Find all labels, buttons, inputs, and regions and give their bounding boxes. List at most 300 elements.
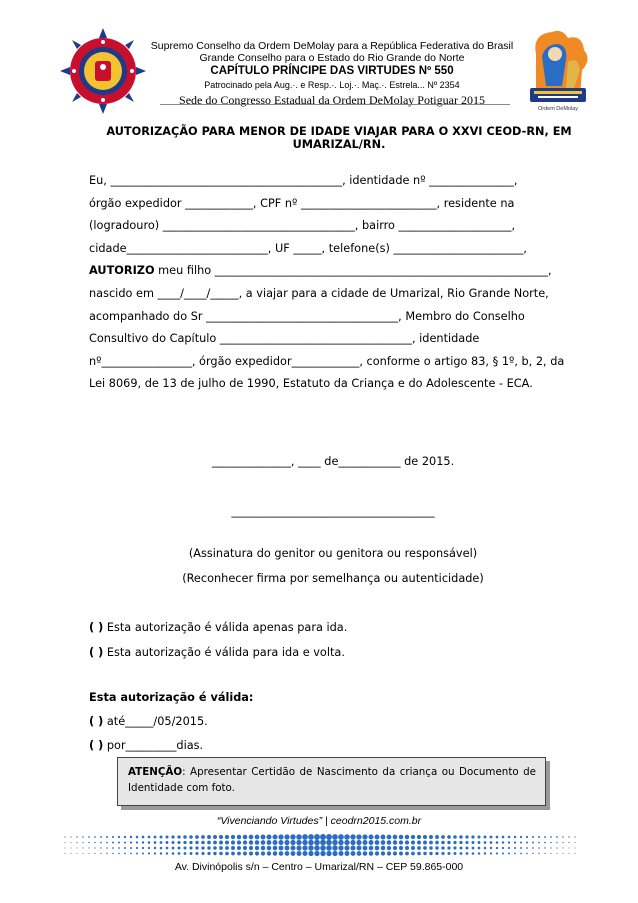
footer-dot xyxy=(484,852,486,854)
footer-dot xyxy=(177,841,180,844)
footer-dot xyxy=(532,847,534,849)
footer-dot xyxy=(514,853,516,855)
option-ida xyxy=(89,621,347,634)
footer-dot xyxy=(290,834,295,839)
footer-dot xyxy=(459,841,462,844)
footer-dot xyxy=(82,842,83,843)
footer-dot xyxy=(569,853,570,854)
footer-dot xyxy=(520,836,522,838)
footer-dot xyxy=(471,835,474,838)
footer-dot xyxy=(502,836,505,839)
footer-dot xyxy=(177,835,180,838)
footer-dot xyxy=(249,840,253,844)
signature-line: ____________________________________ xyxy=(231,505,435,518)
footer-dot xyxy=(550,847,551,848)
footer-dot xyxy=(538,853,539,854)
footer-dot xyxy=(285,851,290,856)
footer-dot xyxy=(423,846,427,850)
footer-dot xyxy=(332,845,337,850)
option-ida-volta-label: Esta autorização é válida para ida e volta. xyxy=(106,646,345,659)
footer-dot xyxy=(190,852,193,855)
footer-dot xyxy=(362,834,367,839)
footer-dot xyxy=(154,841,157,844)
footer-dot xyxy=(550,836,552,838)
footer-dot xyxy=(279,846,284,851)
footer-dot xyxy=(441,841,445,845)
footer-dot xyxy=(393,835,398,840)
form-line xyxy=(89,260,577,283)
footer-tagline: “Vivenciando Virtudes” | ceodrn2015.com.br xyxy=(216,815,422,827)
footer-dot xyxy=(484,841,487,844)
footer-dot xyxy=(320,834,326,840)
form-line: acompanhado do Sr __________________________________, Membro do Conselho xyxy=(89,309,525,323)
footer-dot xyxy=(249,851,253,855)
footer-dot xyxy=(338,851,343,856)
checkbox-ida-volta[interactable]: ( ) xyxy=(89,646,104,659)
footer-dot xyxy=(502,852,504,854)
footer-dot xyxy=(490,847,492,849)
footer-dot xyxy=(261,851,265,855)
validity-heading xyxy=(89,691,253,704)
footer-dot xyxy=(112,853,113,854)
footer-dot xyxy=(332,851,337,856)
footer-dot xyxy=(314,851,319,856)
footer-dot xyxy=(393,851,397,855)
footer-dot xyxy=(575,853,576,854)
footer-dot xyxy=(344,840,349,845)
footer-dot xyxy=(213,835,217,839)
congress-seat: Sede do Congresso Estadual da Ordem DeMolay Potiguar 2015 xyxy=(179,93,485,107)
footer-dot xyxy=(278,834,283,839)
footer-dot xyxy=(183,846,186,849)
footer-dot xyxy=(496,836,499,839)
footer-dot xyxy=(381,846,385,850)
footer-dot xyxy=(65,853,66,854)
footer-dot xyxy=(124,841,126,843)
footer-dot xyxy=(508,841,510,843)
footer-dot xyxy=(183,841,186,844)
footer-dot xyxy=(532,853,533,854)
footer-dot xyxy=(189,846,192,849)
footer-dot xyxy=(290,840,295,845)
footer-dot xyxy=(405,840,409,844)
footer-dot xyxy=(225,835,229,839)
footer-dot xyxy=(219,846,223,850)
footer-dot xyxy=(326,845,331,850)
form-line: (logradouro) __________________________________, bairro ____________________, xyxy=(89,219,516,233)
footer-dot xyxy=(166,841,169,844)
footer-dot xyxy=(562,836,564,838)
footer-dot xyxy=(148,852,150,854)
footer-dot xyxy=(544,842,546,844)
footer-dot xyxy=(369,846,374,851)
form-line: Consultivo do Capítulo __________________________________, identidade xyxy=(89,332,480,346)
footer-dot xyxy=(207,841,211,845)
footer-dot xyxy=(148,847,150,849)
footer-dot xyxy=(332,834,338,840)
footer-dot xyxy=(387,851,391,855)
footer-dot xyxy=(201,841,205,845)
footer-dot xyxy=(290,845,295,850)
header-divider xyxy=(160,104,510,105)
footer-dot xyxy=(278,840,283,845)
footer-dot xyxy=(574,842,575,843)
header-line-2: Grande Conselho para o Estado do Rio Grande do Norte xyxy=(199,52,465,64)
footer-dot xyxy=(405,835,409,839)
footer-dot xyxy=(556,847,557,848)
footer-dot xyxy=(284,834,289,839)
footer-dot xyxy=(435,841,439,845)
footer-dot xyxy=(538,836,540,838)
footer-dot xyxy=(478,847,481,850)
footer-dot xyxy=(142,841,144,843)
footer-dot xyxy=(532,836,534,838)
footer-dot xyxy=(272,834,277,839)
footer-dot xyxy=(166,852,168,854)
footer-dot xyxy=(344,845,349,850)
option-ate-label: até_____/05/2015. xyxy=(106,715,208,728)
footer-dot xyxy=(454,852,457,855)
demolay-seal-icon xyxy=(60,28,146,114)
footer-dot xyxy=(526,836,528,838)
footer-dot xyxy=(296,845,301,850)
checkbox-ida[interactable]: ( ) xyxy=(89,621,104,634)
footer-dot xyxy=(399,852,403,856)
footer-dot xyxy=(435,852,438,855)
footer-dot xyxy=(118,853,120,855)
footer-dot xyxy=(249,846,253,850)
footer-dot xyxy=(297,851,302,856)
footer-dot xyxy=(195,852,198,855)
date-line: ______________, ____ de___________ de 2015. xyxy=(211,455,455,468)
footer-dot xyxy=(405,846,409,850)
footer-dot xyxy=(472,852,475,855)
checkbox-por[interactable]: ( ) xyxy=(89,739,104,752)
footer-dot xyxy=(231,835,235,839)
footer-dot xyxy=(160,836,163,839)
form-line: cidade_________________________, UF _____, telefone(s) _______________________, xyxy=(89,241,528,255)
footer-dot xyxy=(178,852,181,855)
footer-dot xyxy=(76,836,77,837)
footer-dot xyxy=(423,835,427,839)
form-line: Lei 8069, de 13 de julho de 1990, Estatuto da Criança e do Adolescente - ECA. xyxy=(89,377,533,391)
footer-dot xyxy=(142,847,144,849)
footer-dot xyxy=(261,835,266,840)
logo-caption: Ordem DeMolay xyxy=(537,106,579,112)
footer-dot xyxy=(237,835,241,839)
footer-dot xyxy=(568,847,569,848)
footer-dot xyxy=(231,846,235,850)
footer-dot xyxy=(502,847,504,849)
footer-dot xyxy=(243,846,247,850)
footer-dot xyxy=(106,842,108,844)
footer-dot xyxy=(472,847,475,850)
footer-dot xyxy=(213,841,217,845)
footer-dot xyxy=(568,842,569,843)
footer-dot xyxy=(130,853,132,855)
footer-dot xyxy=(243,840,247,844)
footer-dot xyxy=(255,840,260,845)
footer-dot xyxy=(423,841,427,845)
footer-dots-bar xyxy=(62,833,582,858)
footer-dot xyxy=(118,841,120,843)
footer-dot xyxy=(273,840,278,845)
footer-dot xyxy=(201,835,205,839)
footer-dot xyxy=(308,845,313,850)
footer-dot xyxy=(219,835,223,839)
footer-dot xyxy=(284,840,289,845)
footer-dot xyxy=(112,847,114,849)
footer-dot xyxy=(453,841,456,844)
footer-dot xyxy=(124,853,126,855)
option-ida-volta xyxy=(89,646,345,659)
footer-dot xyxy=(83,853,84,854)
footer-dot xyxy=(550,853,551,854)
footer-dot xyxy=(496,852,498,854)
footer-dot xyxy=(320,840,326,846)
footer-dot xyxy=(171,835,174,838)
footer-dot xyxy=(195,835,199,839)
footer-dot xyxy=(350,845,355,850)
footer-dot xyxy=(308,851,313,856)
footer-dot xyxy=(471,841,474,844)
footer-dot xyxy=(285,846,290,851)
autorizo-label: AUTORIZO xyxy=(89,264,155,278)
footer-dot xyxy=(267,846,272,851)
footer-dot xyxy=(237,846,241,850)
footer-dot xyxy=(243,852,247,856)
form-line-text: meu filho ___________________________________________________________, xyxy=(158,264,552,278)
footer-dot xyxy=(465,835,468,838)
footer-dot xyxy=(490,852,492,854)
footer-dot xyxy=(106,853,107,854)
footer-dot xyxy=(514,847,516,849)
footer-dot xyxy=(441,852,444,855)
letterhead xyxy=(0,0,638,115)
footer-dot xyxy=(207,852,210,855)
footer-dot xyxy=(562,847,563,848)
footer-dot xyxy=(526,841,528,843)
footer-dot xyxy=(183,835,186,838)
footer-dot xyxy=(88,836,90,838)
footer-dot xyxy=(326,834,332,840)
footer-dot xyxy=(88,842,89,843)
footer-dot xyxy=(393,840,397,844)
footer-dot xyxy=(136,853,138,855)
footer-dot xyxy=(154,852,156,854)
footer-address: Av. Divinópolis s/n – Centro – Umarizal/RN – CEP 59.865-000 xyxy=(174,861,464,873)
footer-dot xyxy=(71,848,72,849)
footer-dot xyxy=(447,841,450,844)
footer-dot xyxy=(387,846,391,850)
footer-dot xyxy=(82,847,83,848)
signature-caption: (Assinatura do genitor ou genitora ou responsável) xyxy=(188,547,478,560)
footer-dot xyxy=(514,836,516,838)
footer-dot xyxy=(154,836,157,839)
footer-dot xyxy=(441,835,445,839)
footer-dot xyxy=(574,836,575,837)
footer-dot xyxy=(375,840,380,845)
footer-dot xyxy=(350,840,355,845)
footer-dot xyxy=(490,841,493,844)
footer-dot xyxy=(363,851,368,856)
footer-dot xyxy=(423,852,427,856)
footer-dot xyxy=(429,852,432,855)
footer-dot xyxy=(484,836,487,839)
footer-dot xyxy=(387,835,392,840)
footer-dot xyxy=(172,852,175,855)
footer-dot xyxy=(279,851,284,856)
footer-dot xyxy=(496,847,498,849)
footer-dot xyxy=(302,834,308,840)
footer-dot xyxy=(520,853,522,855)
footer-dot xyxy=(326,840,332,846)
footer-dot xyxy=(526,853,528,855)
footer-dot xyxy=(88,847,89,848)
footer-dot xyxy=(369,851,374,856)
footer-dot xyxy=(332,840,338,846)
footer-dot xyxy=(477,835,480,838)
footer-dot xyxy=(308,840,314,846)
footer-dot xyxy=(459,835,462,838)
footer-dot xyxy=(478,841,481,844)
footer-dot xyxy=(76,842,77,843)
footer-dot xyxy=(160,847,163,850)
footer-dot xyxy=(411,846,415,850)
footer-dot xyxy=(100,836,102,838)
footer-dot xyxy=(368,834,373,839)
footer-dot xyxy=(142,852,144,854)
footer-dot xyxy=(171,841,174,844)
footer-dot xyxy=(189,841,192,844)
footer-dot xyxy=(201,852,204,855)
footer-dot xyxy=(429,841,433,845)
footer-dot xyxy=(237,852,241,856)
footer-dot xyxy=(136,836,139,839)
checkbox-ate[interactable]: ( ) xyxy=(89,715,104,728)
footer-dot xyxy=(136,841,138,843)
footer-dot xyxy=(255,851,259,855)
footer-dot xyxy=(411,840,415,844)
footer-dot xyxy=(160,841,163,844)
footer-dot xyxy=(375,846,380,851)
footer-dot xyxy=(447,852,450,855)
footer-dot xyxy=(441,846,444,849)
footer-dot xyxy=(77,853,78,854)
footer-dot xyxy=(484,847,487,850)
footer-dot xyxy=(362,840,367,845)
option-ida-label: Esta autorização é válida apenas para ida. xyxy=(106,621,348,634)
sponsor-line: Patrocinado pela Aug.·. e Resp.·. Loj.·. Maç.·. Estrela... Nº 2354 xyxy=(204,80,460,90)
footer-dot xyxy=(320,851,325,856)
option-por xyxy=(89,739,203,752)
footer-dot xyxy=(351,851,356,856)
footer-dot xyxy=(478,852,480,854)
footer-dot xyxy=(556,853,557,854)
option-por-label: por_________dias. xyxy=(106,739,204,752)
footer-dot xyxy=(459,846,462,849)
footer-dot xyxy=(326,851,331,856)
footer-dot xyxy=(417,835,421,839)
option-ate xyxy=(89,715,208,728)
notice-body: : Apresentar Certidão de Nascimento da criança ou Documento de Identidade com foto. xyxy=(128,766,536,794)
footer-dot xyxy=(148,836,151,839)
footer-dot xyxy=(273,851,278,856)
footer-dot xyxy=(466,852,469,855)
footer-dot xyxy=(112,842,114,844)
footer-dot xyxy=(296,834,302,840)
footer-dot xyxy=(219,852,223,856)
footer-dot xyxy=(94,842,96,844)
footer-dot xyxy=(465,841,468,844)
footer-dot xyxy=(526,847,528,849)
footer-dot xyxy=(314,845,319,850)
footer-dot xyxy=(508,836,511,839)
footer-dot xyxy=(267,840,272,845)
footer-dot xyxy=(429,846,433,850)
footer-dot xyxy=(502,841,504,843)
footer-dot xyxy=(556,842,557,843)
footer-dot xyxy=(130,847,132,849)
footer-dot xyxy=(249,835,254,840)
footer-dot xyxy=(314,840,320,846)
footer-dot xyxy=(124,836,126,838)
footer-dot xyxy=(363,846,368,851)
footer-dot xyxy=(453,846,456,849)
footer-dot xyxy=(350,834,355,839)
footer-dot xyxy=(568,836,569,837)
footer-dot xyxy=(411,835,415,839)
footer-dot xyxy=(460,852,463,855)
footer-dot xyxy=(381,840,386,845)
footer-dot xyxy=(356,840,361,845)
footer-dot xyxy=(338,834,344,840)
footer-dot xyxy=(381,851,385,855)
footer-dot xyxy=(562,842,563,843)
footer-dot xyxy=(225,846,229,850)
footer-dot xyxy=(184,852,187,855)
footer-dot xyxy=(393,846,397,850)
footer-dot xyxy=(267,835,272,840)
footer-dot xyxy=(255,835,260,840)
footer-dot xyxy=(172,847,175,850)
footer-dot xyxy=(213,846,217,850)
footer-dot xyxy=(399,835,404,840)
footer-dot xyxy=(231,852,235,856)
footer-dot xyxy=(544,847,545,848)
footer-dot xyxy=(70,842,71,843)
footer-dot xyxy=(447,835,451,839)
footer-dot xyxy=(453,835,457,839)
footer-dot xyxy=(308,834,314,840)
footer-dot xyxy=(130,841,132,843)
footer-dot xyxy=(417,840,421,844)
footer-dot xyxy=(435,835,439,839)
footer-dot xyxy=(267,851,271,855)
footer-dot xyxy=(496,841,499,844)
footer-dot xyxy=(178,847,181,850)
footer-dot xyxy=(231,840,235,844)
footer-dot xyxy=(207,835,211,839)
footer-dot xyxy=(411,852,415,856)
footer-dot xyxy=(520,841,522,843)
document-title: AUTORIZAÇÃO PARA MENOR DE IDADE VIAJAR PARA O XXVI CEOD-RN, EM UMARIZAL/RN. xyxy=(106,125,572,151)
footer-dot xyxy=(466,847,469,850)
footer-dot xyxy=(65,848,66,849)
footer-dot xyxy=(532,842,534,844)
footer-dot xyxy=(338,845,343,850)
footer-dot xyxy=(375,835,380,840)
